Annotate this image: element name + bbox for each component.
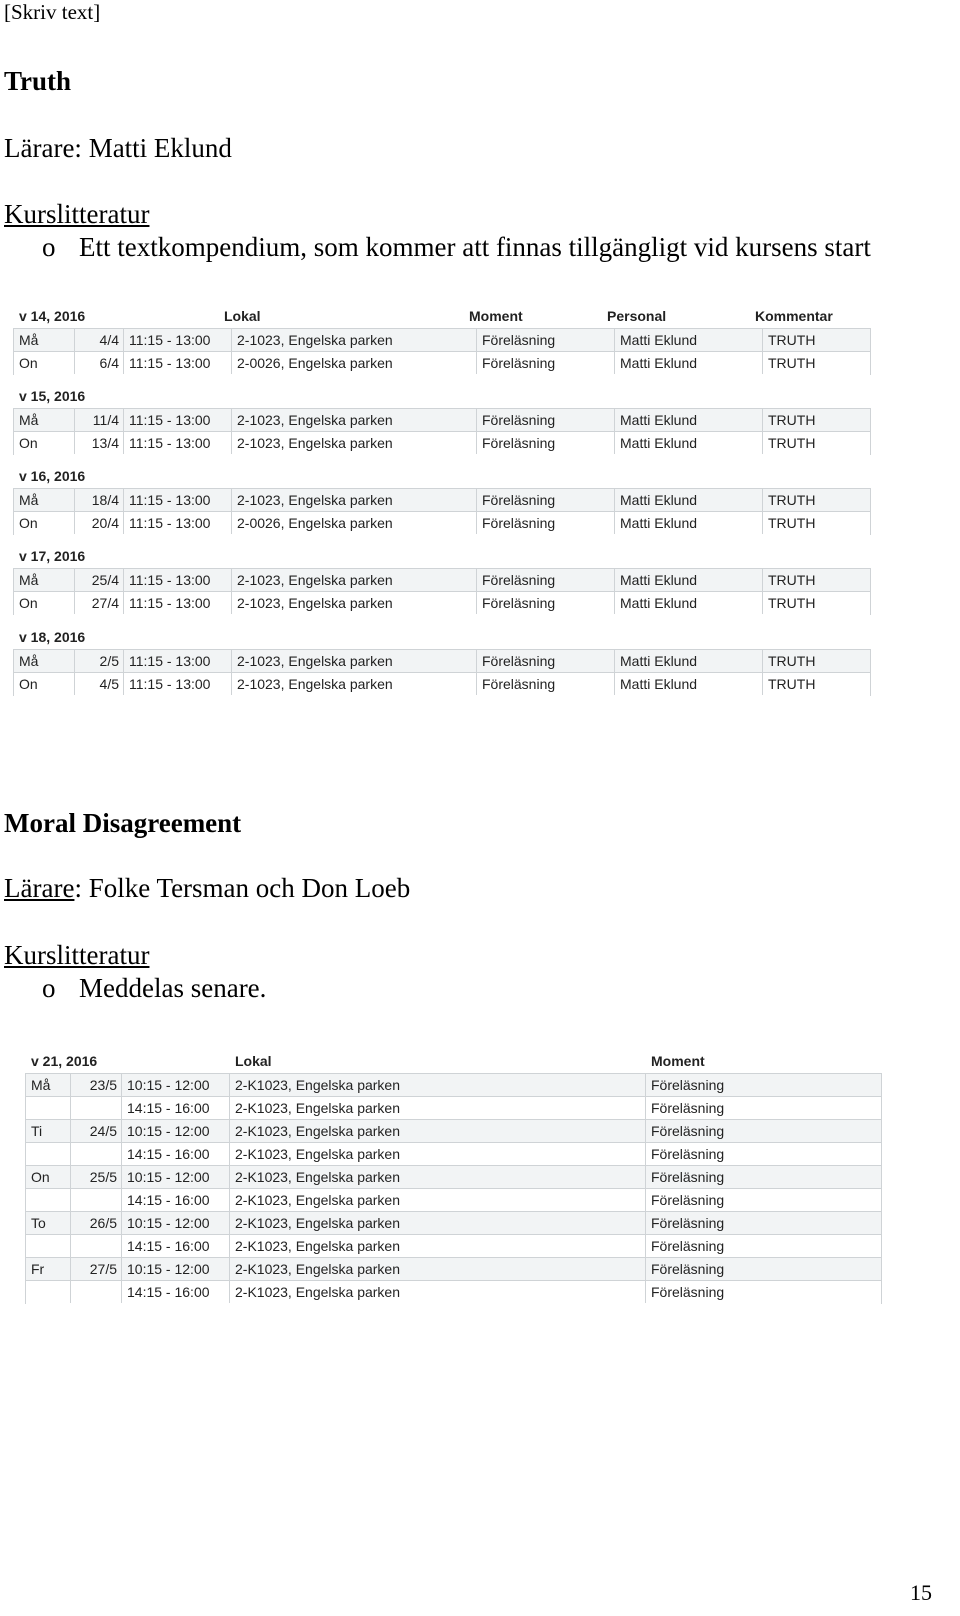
cell-staff: Matti Eklund <box>615 592 763 614</box>
cell-comment: TRUTH <box>768 572 816 588</box>
teacher-label: Lärare <box>4 873 75 903</box>
cell-comment: TRUTH <box>768 355 816 371</box>
cell-date: 4/5 <box>75 673 124 695</box>
page-number: 15 <box>910 1580 932 1605</box>
cell-room: 2-K1023, Engelska parken <box>230 1235 646 1257</box>
cell-moment: Föreläsning <box>651 1192 725 1208</box>
cell-moment: Föreläsning <box>477 512 615 534</box>
week-label: v 18, 2016 <box>19 629 86 645</box>
cell-date <box>71 1097 122 1119</box>
cell-room: 2-1023, Engelska parken <box>232 673 477 695</box>
cell-time: 11:15 - 13:00 <box>124 489 232 511</box>
week-label: v 14, 2016 <box>19 308 86 324</box>
cell-room: 2-1023, Engelska parken <box>232 409 477 431</box>
cell-moment: Föreläsning <box>651 1123 725 1139</box>
cell-day: On <box>26 1166 71 1188</box>
cell-day: Må <box>26 1074 71 1096</box>
cell-date: 18/4 <box>75 489 124 511</box>
cell-time: 11:15 - 13:00 <box>124 512 232 534</box>
table-row <box>26 1189 881 1212</box>
literature-heading-truth: Kurslitteratur <box>4 199 150 229</box>
cell-staff: Matti Eklund <box>615 512 763 534</box>
cell-moment: Föreläsning <box>477 329 615 351</box>
week-label: v 21, 2016 <box>31 1053 98 1069</box>
cell-room: 2-K1023, Engelska parken <box>230 1166 646 1188</box>
literature-text: Ett textkompendium, som kommer att finnas tillgängligt vid kursens start <box>79 232 871 262</box>
cell-room: 2-1023, Engelska parken <box>232 489 477 511</box>
cell-day: On <box>14 512 75 534</box>
cell-room: 2-K1023, Engelska parken <box>230 1097 646 1119</box>
cell-room: 2-K1023, Engelska parken <box>230 1189 646 1211</box>
cell-time: 11:15 - 13:00 <box>124 673 232 695</box>
cell-room: 2-K1023, Engelska parken <box>230 1212 646 1234</box>
cell-room: 2-K1023, Engelska parken <box>230 1258 646 1280</box>
cell-day: Fr <box>26 1258 71 1280</box>
cell-room: 2-0026, Engelska parken <box>232 352 477 374</box>
cell-date <box>71 1143 122 1165</box>
cell-day <box>26 1281 71 1303</box>
cell-date: 4/4 <box>75 329 124 351</box>
cell-date: 26/5 <box>71 1212 122 1234</box>
cell-moment: Föreläsning <box>477 569 615 591</box>
teacher-name: Matti Eklund <box>88 133 232 163</box>
cell-date: 24/5 <box>71 1120 122 1142</box>
cell-date: 6/4 <box>75 352 124 374</box>
cell-moment: Föreläsning <box>477 352 615 374</box>
cell-staff: Matti Eklund <box>615 489 763 511</box>
cell-moment: Föreläsning <box>651 1077 725 1093</box>
cell-date: 20/4 <box>75 512 124 534</box>
cell-day: Må <box>14 329 75 351</box>
cell-day: Må <box>14 489 75 511</box>
cell-date: 25/4 <box>75 569 124 591</box>
cell-time: 10:15 - 12:00 <box>122 1074 230 1096</box>
teacher-name: Folke Tersman och Don Loeb <box>88 873 411 903</box>
table-row <box>26 1097 881 1120</box>
cell-time: 11:15 - 13:00 <box>124 650 232 672</box>
teacher-sep: : <box>74 873 82 903</box>
cell-time: 10:15 - 12:00 <box>122 1120 230 1142</box>
cell-date: 11/4 <box>75 409 124 431</box>
cell-room: 2-1023, Engelska parken <box>232 650 477 672</box>
col-header-moment: Moment <box>469 308 523 324</box>
cell-day <box>26 1097 71 1119</box>
cell-time: 14:15 - 16:00 <box>122 1097 230 1119</box>
table-row <box>26 1281 881 1304</box>
cell-moment: Föreläsning <box>477 489 615 511</box>
cell-time: 10:15 - 12:00 <box>122 1258 230 1280</box>
cell-time: 11:15 - 13:00 <box>124 569 232 591</box>
cell-date: 25/5 <box>71 1166 122 1188</box>
cell-day <box>26 1235 71 1257</box>
cell-time: 11:15 - 13:00 <box>124 409 232 431</box>
cell-moment: Föreläsning <box>477 592 615 614</box>
cell-date: 2/5 <box>75 650 124 672</box>
cell-room: 2-1023, Engelska parken <box>232 329 477 351</box>
cell-time: 10:15 - 12:00 <box>122 1212 230 1234</box>
cell-date: 27/4 <box>75 592 124 614</box>
cell-day: On <box>14 592 75 614</box>
cell-staff: Matti Eklund <box>615 329 763 351</box>
cell-time: 14:15 - 16:00 <box>122 1143 230 1165</box>
cell-staff: Matti Eklund <box>615 352 763 374</box>
col-header-personal: Personal <box>607 308 667 324</box>
table-row <box>26 1235 881 1258</box>
table-row <box>26 1120 881 1143</box>
cell-day <box>26 1189 71 1211</box>
cell-date: 23/5 <box>71 1074 122 1096</box>
cell-day: On <box>14 352 75 374</box>
cell-comment: TRUTH <box>768 595 816 611</box>
course-title-truth: Truth <box>4 66 72 96</box>
cell-room: 2-K1023, Engelska parken <box>230 1074 646 1096</box>
cell-room: 2-K1023, Engelska parken <box>230 1120 646 1142</box>
cell-time: 14:15 - 16:00 <box>122 1189 230 1211</box>
cell-day: Må <box>14 409 75 431</box>
cell-moment: Föreläsning <box>651 1215 725 1231</box>
cell-time: 14:15 - 16:00 <box>122 1281 230 1303</box>
literature-heading-moral: Kurslitteratur <box>4 940 150 970</box>
cell-comment: TRUTH <box>768 492 816 508</box>
cell-room: 2-1023, Engelska parken <box>232 432 477 454</box>
cell-staff: Matti Eklund <box>615 432 763 454</box>
cell-day: Ti <box>26 1120 71 1142</box>
cell-moment: Föreläsning <box>651 1261 725 1277</box>
cell-day: On <box>14 673 75 695</box>
cell-date: 13/4 <box>75 432 124 454</box>
cell-day: Må <box>14 650 75 672</box>
week-label: v 16, 2016 <box>19 468 86 484</box>
cell-comment: TRUTH <box>768 515 816 531</box>
cell-date <box>71 1189 122 1211</box>
teacher-label: Lärare: <box>4 133 82 163</box>
cell-moment: Föreläsning <box>651 1284 725 1300</box>
cell-moment: Föreläsning <box>651 1100 725 1116</box>
header-placeholder: [Skriv text] <box>4 0 101 24</box>
cell-moment: Föreläsning <box>477 409 615 431</box>
cell-date <box>71 1281 122 1303</box>
cell-room: 2-K1023, Engelska parken <box>230 1281 646 1303</box>
cell-moment: Föreläsning <box>477 432 615 454</box>
cell-comment: TRUTH <box>768 676 816 692</box>
cell-date: 27/5 <box>71 1258 122 1280</box>
cell-time: 10:15 - 12:00 <box>122 1166 230 1188</box>
literature-text: Meddelas senare. <box>79 973 267 1003</box>
table-row <box>26 1258 881 1281</box>
cell-comment: TRUTH <box>768 332 816 348</box>
cell-time: 11:15 - 13:00 <box>124 329 232 351</box>
week-label: v 17, 2016 <box>19 548 86 564</box>
cell-day: On <box>14 432 75 454</box>
cell-room: 2-1023, Engelska parken <box>232 592 477 614</box>
cell-room: 2-K1023, Engelska parken <box>230 1143 646 1165</box>
cell-room: 2-1023, Engelska parken <box>232 569 477 591</box>
table-row <box>26 1143 881 1166</box>
table-row <box>26 1212 881 1235</box>
bullet-mark: o <box>42 973 56 1003</box>
cell-staff: Matti Eklund <box>615 409 763 431</box>
cell-moment: Föreläsning <box>477 650 615 672</box>
course-title-moral: Moral Disagreement <box>4 808 242 838</box>
cell-comment: TRUTH <box>768 653 816 669</box>
cell-comment: TRUTH <box>768 412 816 428</box>
cell-staff: Matti Eklund <box>615 569 763 591</box>
cell-time: 11:15 - 13:00 <box>124 352 232 374</box>
col-header-moment: Moment <box>651 1053 705 1069</box>
col-header-lokal: Lokal <box>235 1053 272 1069</box>
cell-day: To <box>26 1212 71 1234</box>
cell-staff: Matti Eklund <box>615 673 763 695</box>
cell-date <box>71 1235 122 1257</box>
cell-time: 11:15 - 13:00 <box>124 432 232 454</box>
cell-moment: Föreläsning <box>651 1238 725 1254</box>
cell-time: 14:15 - 16:00 <box>122 1235 230 1257</box>
cell-day <box>26 1143 71 1165</box>
cell-moment: Föreläsning <box>651 1169 725 1185</box>
cell-day: Må <box>14 569 75 591</box>
week-label: v 15, 2016 <box>19 388 86 404</box>
week-table <box>25 1073 882 1304</box>
cell-moment: Föreläsning <box>651 1146 725 1162</box>
table-row <box>26 1074 881 1097</box>
col-header-lokal: Lokal <box>224 308 261 324</box>
cell-time: 11:15 - 13:00 <box>124 592 232 614</box>
bullet-mark: o <box>42 232 56 262</box>
col-header-kommentar: Kommentar <box>755 308 833 324</box>
cell-moment: Föreläsning <box>477 673 615 695</box>
cell-comment: TRUTH <box>768 435 816 451</box>
cell-room: 2-0026, Engelska parken <box>232 512 477 534</box>
cell-staff: Matti Eklund <box>615 650 763 672</box>
table-row <box>26 1166 881 1189</box>
